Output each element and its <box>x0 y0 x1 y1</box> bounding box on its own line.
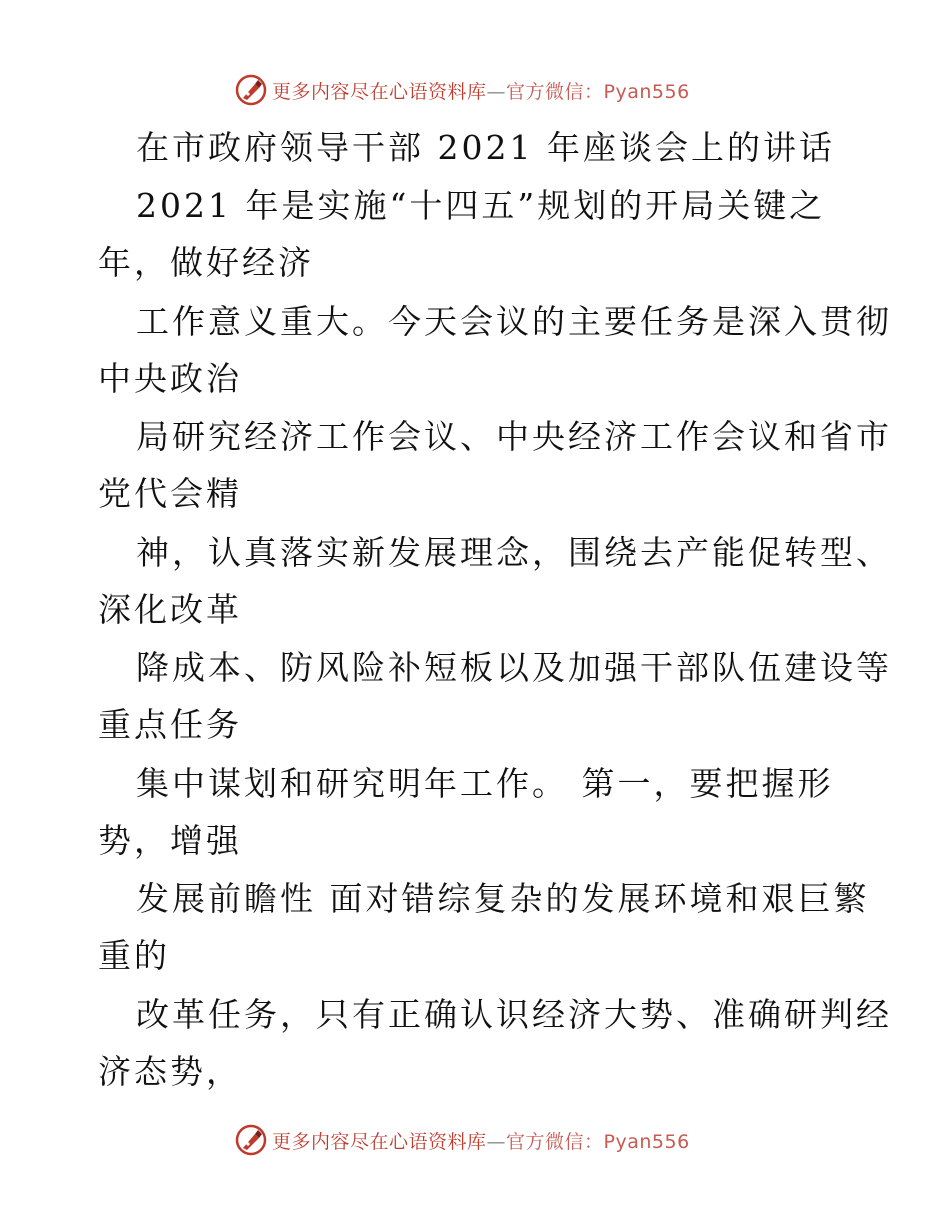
watermark-banner-bottom <box>234 1120 690 1160</box>
paragraph-line: 2021 年是实施“十四五”规划的开局关键之 <box>136 186 826 225</box>
paragraph-line: 中央政治 <box>98 359 242 398</box>
paragraph-line: 集中谋划和研究明年工作。 第一，要把握形 <box>136 764 834 803</box>
paragraph-line: 重的 <box>98 936 170 975</box>
pen-nib-logo-icon <box>234 1123 268 1157</box>
paragraph-line: 神，认真落实新发展理念，围绕去产能促转型、 <box>136 533 892 572</box>
paragraph-line: 济态势， <box>98 1052 242 1091</box>
watermark-account-label: 官方微信： <box>506 1130 604 1153</box>
paragraph-line: 势，增强 <box>98 821 242 860</box>
watermark-main-text: 更多内容尽在心语资料库 <box>272 1130 487 1153</box>
paragraph-line: 党代会精 <box>98 474 242 513</box>
paragraph-line: 工作意义重大。今天会议的主要任务是深入贯彻 <box>136 302 892 341</box>
watermark-main-text: 更多内容尽在心语资料库 <box>272 80 487 103</box>
watermark-text <box>272 1127 690 1154</box>
watermark-account-label: 官方微信： <box>506 80 604 103</box>
document-title: 在市政府领导干部 2021 年座谈会上的讲话 <box>136 128 835 167</box>
paragraph-line: 重点任务 <box>98 705 242 744</box>
paragraph-line: 局研究经济工作会议、中央经济工作会议和省市 <box>136 417 892 456</box>
watermark-text <box>272 77 690 104</box>
watermark-account-id: Pyan556 <box>603 1130 690 1153</box>
watermark-dash: — <box>486 1130 507 1153</box>
watermark-account-id: Pyan556 <box>603 80 690 103</box>
paragraph-line: 发展前瞻性 面对错综复杂的发展环境和艰巨繁 <box>136 879 870 918</box>
paragraph-line: 深化改革 <box>98 590 242 629</box>
paragraph-line: 年，做好经济 <box>98 243 314 282</box>
watermark-dash: — <box>486 80 507 103</box>
paragraph-line: 降成本、防风险补短板以及加强干部队伍建设等 <box>136 648 892 687</box>
paragraph-line: 改革任务，只有正确认识经济大势、准确研判经 <box>136 995 892 1034</box>
pen-nib-logo-icon <box>234 73 268 107</box>
watermark-banner-top <box>234 70 690 110</box>
